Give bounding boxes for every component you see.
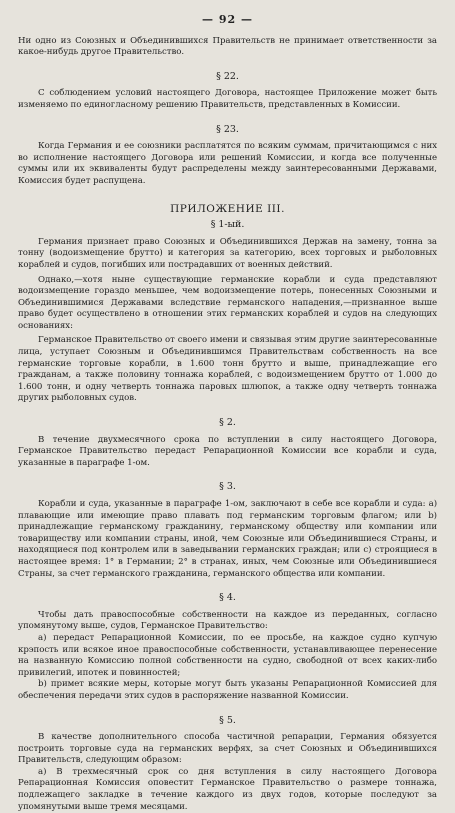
paragraph: Однако,—хотя ныне существующие германские корабли и суда представляют водоизмещение гораздо меньшее, чем водоизмещение потерь, понесенных Союзными и Объединившимися Державами вследствие германского нападения,—признанное выше право будет осуществлено в отношении этих германских кораблей и судов на следующих основаниях: <box>18 274 437 331</box>
paragraph: Корабли и суда, указанные в параграфе 1-ом, заключают в себе все корабли и суда: а) плавающие или имеющие право плавать под германским торговым флагом; или b) принадлежащие германскому гражданину, германскому обществу или компании или товариществу или компании страны, иной, чем Союзные или Объединившиеся Страны, и находящиеся под контролем или в заведывании германских граждан; или с) строящиеся в настоящее время: 1° в Германии; 2° в странах, иных, чем Союзные или Объединившиеся Страны, за счет германского гражданина, германского общества или компании. <box>18 499 437 579</box>
paragraph: Чтобы дать правоспособные собственности на каждое из переданных, согласно упомянутому выше, судов, Германское Правительство: <box>18 609 437 632</box>
paragraph: Германское Правительство от своего имени и связывая этим другие заинтересованные лица, уступает Союзным и Объединившимся Правительствам собственность на все германские торговые корабли, в 1.600 тонн брутто и выше, принадлежащие его гражданам, а также половину тоннажа кораблей, с водоизмещением брутто от 1.000 до 1.600 тонн, и одну четверть тоннажа паровых шлюпок, а также одну четверть тоннажа других рыболовных судов. <box>18 335 437 404</box>
section-heading: § 1-ый. <box>210 219 245 231</box>
section-heading: § 5. <box>219 714 236 726</box>
section-heading: § 23. <box>216 123 239 135</box>
paragraph: а) передаст Репарационной Комиссии, по ее просьбе, на каждое судно купчую крэпость или всякое иное правоспособные собственности, устанавливающее перенесение на названную Комиссию полной собственности на судно, свободной от всех каких-либо привилегий, ипотек и повинностей; <box>18 632 437 678</box>
page-number: — 92 — <box>202 13 253 26</box>
section-heading: § 2. <box>219 417 236 429</box>
paragraph: Ни одно из Союзных и Объединившихся Правительств не принимает ответственности за какое-нибудь другое Правительство. <box>18 35 437 58</box>
paragraph: Германия признает право Союзных и Объединившихся Держав на замену, тонна за тонну (водоизмещение брутто) и категория за категорию, всех торговых и рыболовных кораблей и судов, погибших или пострадавших от военных действий. <box>18 236 437 270</box>
paragraph: b) примет всякие меры, которые могут быть указаны Репарационной Комиссией для обеспечения передачи этих судов в распоряжение названной Комиссии. <box>18 679 437 701</box>
paragraph: а) В трехмесячный срок со дня вступления в силу настоящего Договора Репарационная Комиссия оповестит Германское Правительство о размере тоннажа, подлежащего закладке в течение каждого из двух годов, которые последуют за упомянутыми выше тремя месяцами. <box>18 766 437 812</box>
section-heading: § 22. <box>216 70 239 82</box>
section-heading: § 4. <box>219 592 236 604</box>
section-heading: § 3. <box>219 481 236 493</box>
paragraph: В течение двухмесячного срока по вступлении в силу настоящего Договора, Германское Правительство передаст Репарационной Комиссии все корабли и суда, указанные в параграфе 1-ом. <box>18 434 437 468</box>
appendix-title: ПРИЛОЖЕНИЕ III. <box>170 202 285 215</box>
paragraph: Когда Германия и ее союзники расплатятся по всяким суммам, причитающимся с них во исполнение настоящего Договора или решений Комиссии, и когда все полученные суммы или их эквиваленты будут распределены между заинтересованными Державами, Комиссия будет распущена. <box>18 141 437 186</box>
paragraph: С соблюдением условий настоящего Договора, настоящее Приложение может быть изменяемо по единогласному решению Правительств, представленных в Комиссии. <box>18 88 437 110</box>
paragraph: В качестве дополнительного способа частичной репарации, Германия обязуется построить торговые суда на германских верфях, за счет Союзных и Объединившихся Правительств, следующим образом: <box>18 732 437 766</box>
